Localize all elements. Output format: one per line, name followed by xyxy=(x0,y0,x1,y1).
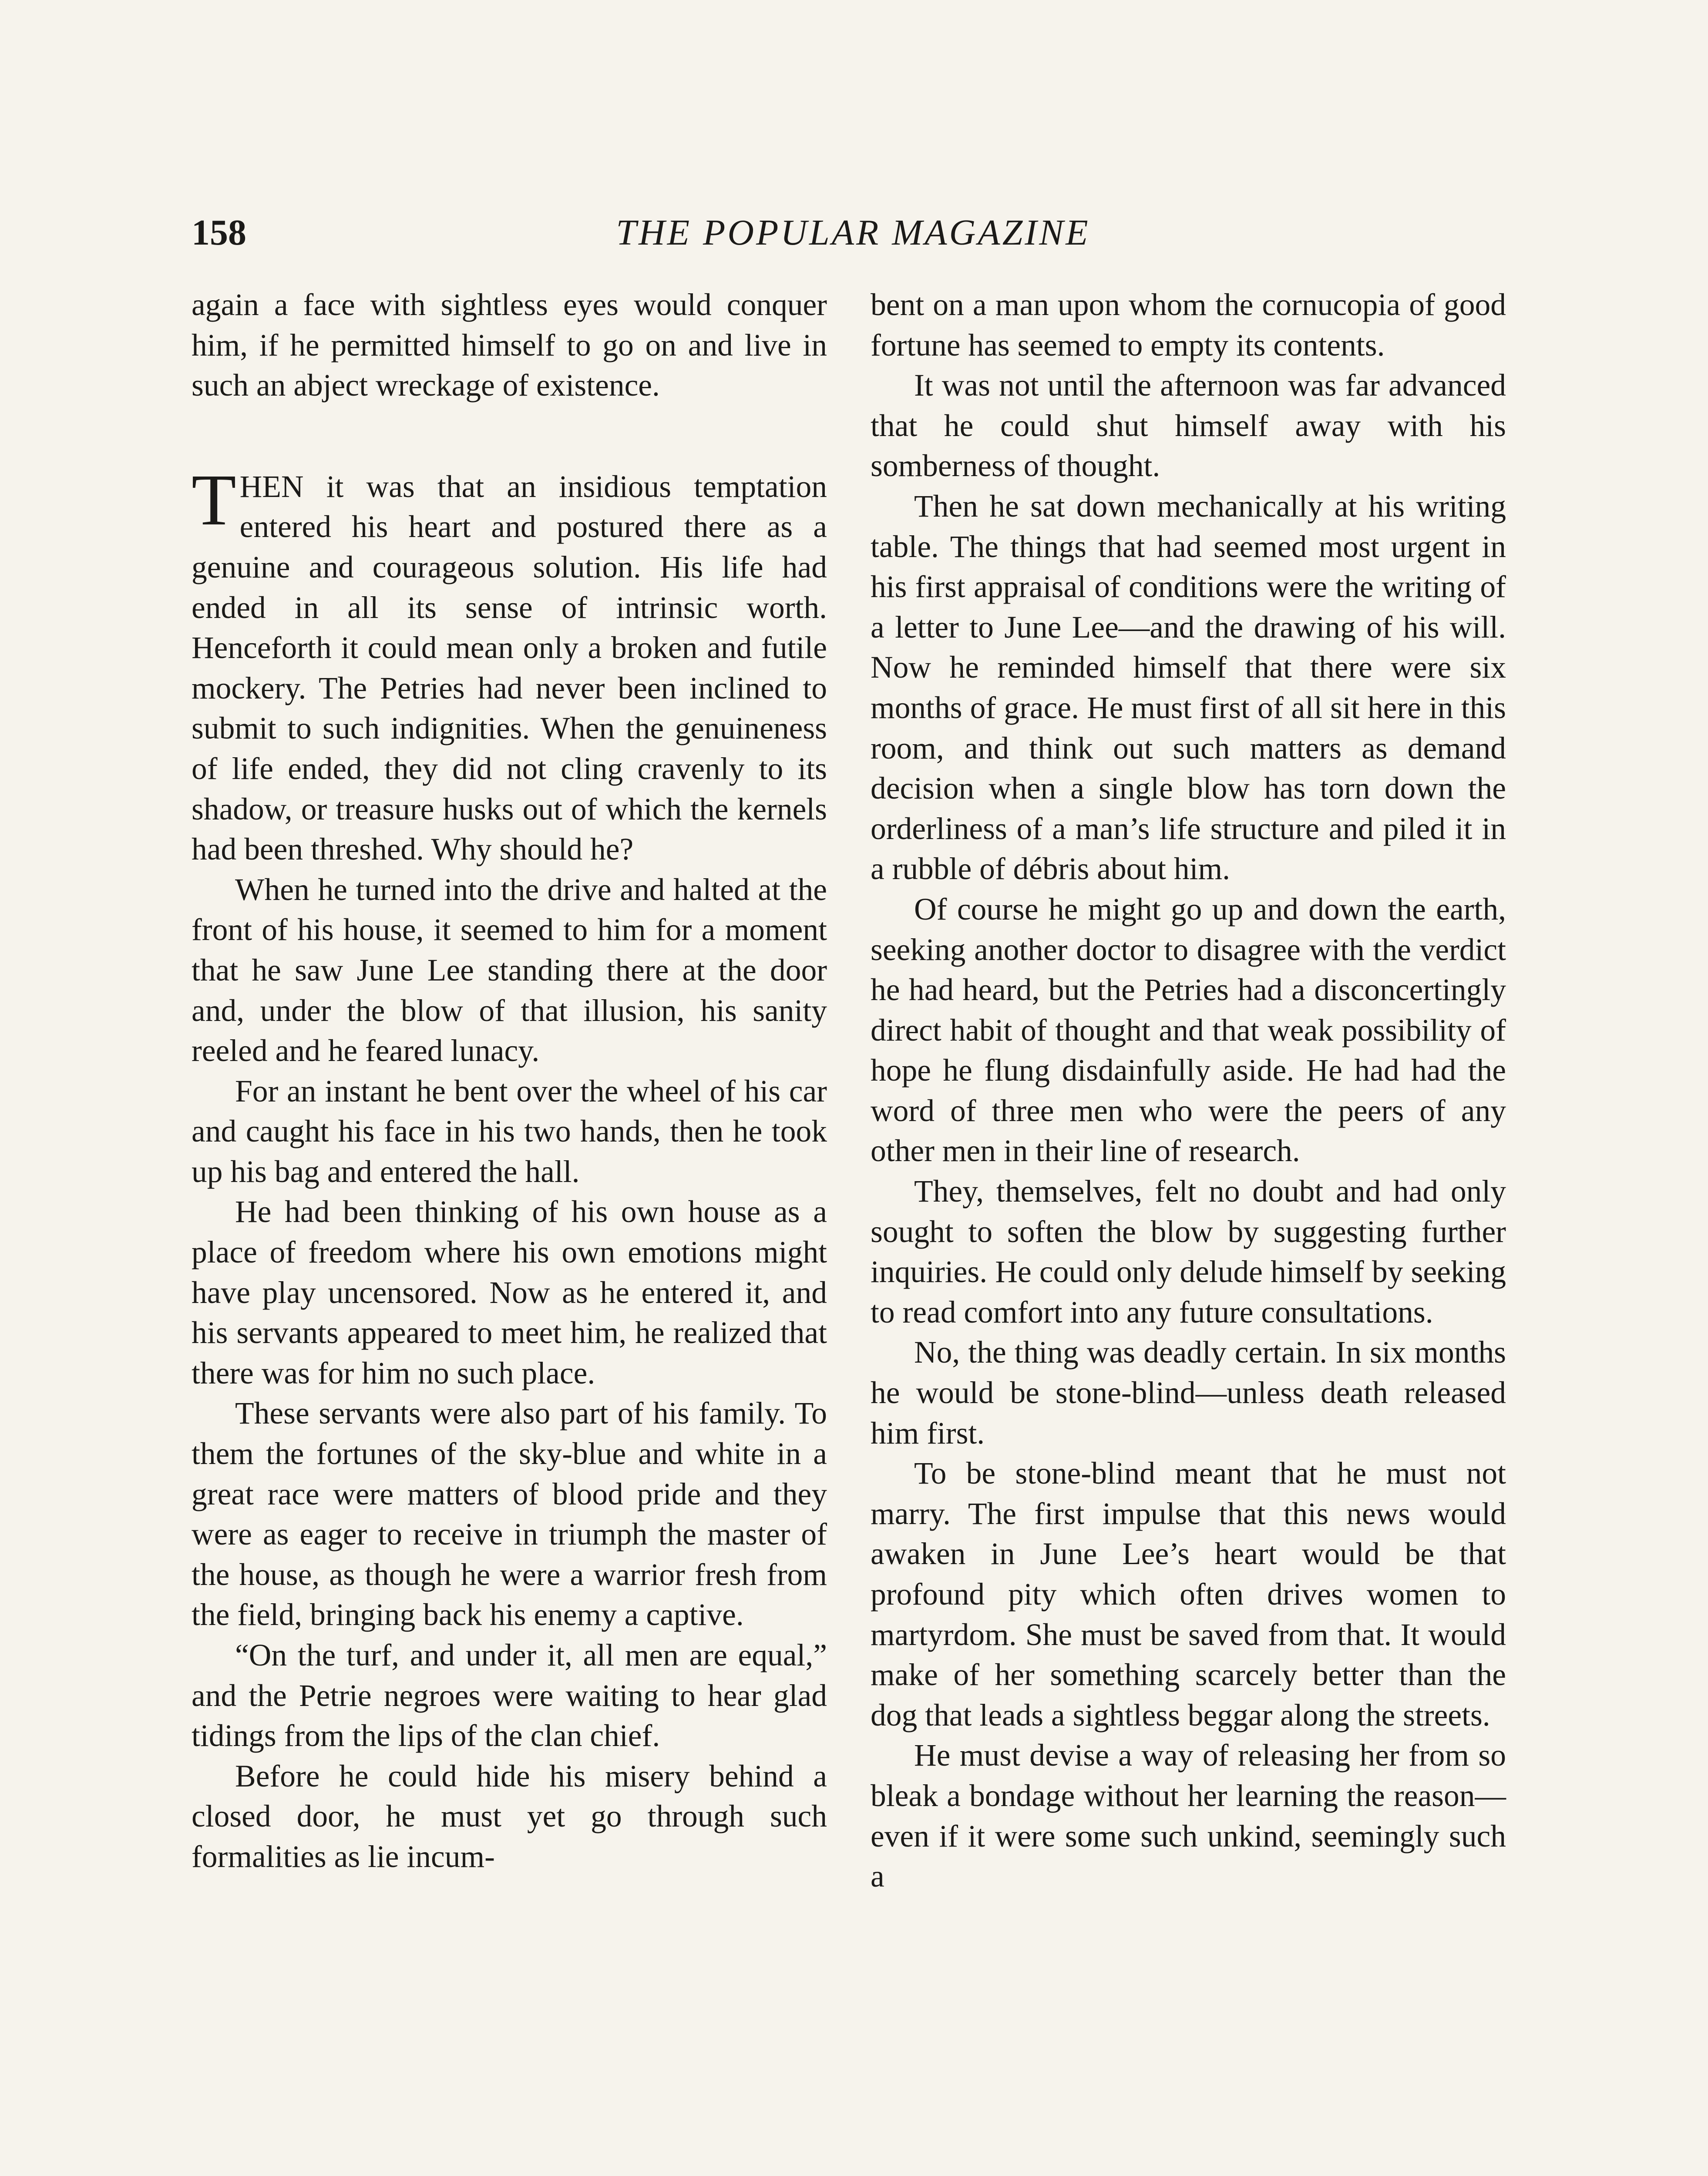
paragraph: These servants were also part of his family. To them the fortunes of the sky-blue and white in a great race were matters of blood pride and they were as eager to receive in triumph the master of the house, as though he were a warrior fresh from the field, bringing back his enemy a captive. xyxy=(192,1396,827,1632)
paragraph-text: HEN it was that an insidious temptation entered his heart and postured there as a genuine and courageous solution. His life had ended in all its sense of intrinsic worth. Henceforth it could mean only a broken and futile mockery. The Petries had never been inclined to submit to such indignities. When the genuineness of life ended, they did not cling cravenly to its shadow, or treasure husks out of which the kernels had been threshed. Why should he? xyxy=(192,469,827,867)
paragraph: He had been thinking of his own house as a place of freedom where his own emotions might have play uncensored. Now as he entered it, and his servants appeared to meet him, he realized that there was for him no such place. xyxy=(192,1195,827,1390)
paragraph: It was not until the afternoon was far advanced that he could shut himself away with his somberness of thought. xyxy=(871,368,1506,484)
drop-cap: T xyxy=(192,459,236,541)
paragraph: Then he sat down mechanically at his writing table. The things that had seemed most urgent in his first appraisal of conditions were the writing of a letter to June Lee—and the drawing of his will. Now he reminded himself that there were six months of grace. He must first of all sit here in this room, and think out such matters as demand decision when a single blow has torn down the orderliness of a man’s life structure and piled it in a rubble of débris about him. xyxy=(871,489,1506,887)
paragraph: He must devise a way of releasing her from so bleak a bondage without her learning the reason—even if it were some such unkind, seemingly such a xyxy=(871,1738,1506,1894)
paragraph: Of course he might go up and down the earth, seeking another doctor to disagree with the verdict he had heard, but the Petries had a disconcertingly direct habit of thought and that weak possibility of hope he flung disdainfully aside. He had had the word of three men who were the peers of any other men in their line of research. xyxy=(871,892,1506,1169)
paragraph: When he turned into the drive and halted at the front of his house, it seemed to him for a moment that he saw June Lee standing there at the door and, under the blow of that illusion, his sanity reeled and he feared lunacy. xyxy=(192,872,827,1068)
paragraph: Before he could hide his misery behind a closed door, he must yet go through such formalities as lie incum- xyxy=(192,1759,827,1874)
paragraph: For an instant he bent over the wheel of his car and caught his face in his two hands, then he took up his bag and entered the hall. xyxy=(192,1074,827,1189)
right-column xyxy=(871,285,1506,1897)
paragraph: bent on a man upon whom the cornucopia of good fortune has seemed to empty its contents. xyxy=(871,288,1506,363)
paragraph-drop-cap xyxy=(192,459,827,870)
section-break xyxy=(192,406,827,467)
running-title: THE POPULAR MAGAZINE xyxy=(616,212,1090,253)
paragraph: No, the thing was deadly certain. In six months he would be stone-blind—unless death released him first. xyxy=(871,1335,1506,1451)
paragraph: They, themselves, felt no doubt and had only sought to soften the blow by suggesting further inquiries. He could only delude himself by seeking to read comfort into any future consultations. xyxy=(871,1174,1506,1330)
paragraph: again a face with sightless eyes would conquer him, if he permitted himself to go on and live in such an abject wreckage of existence. xyxy=(192,288,827,403)
page-number: 158 xyxy=(192,212,246,253)
left-column xyxy=(192,285,827,1877)
paragraph: To be stone-blind meant that he must not marry. The first impulse that this news would awaken in June Lee’s heart would be that profound pity which often drives women to martyrdom. She must be saved from that. It would make of her something scarcely better than the dog that leads a sightless beggar along the streets. xyxy=(871,1456,1506,1733)
paragraph: “On the turf, and under it, all men are equal,” and the Petrie negroes were waiting to hear glad tidings from the lips of the clan chief. xyxy=(192,1638,827,1753)
page-header xyxy=(192,205,1515,261)
